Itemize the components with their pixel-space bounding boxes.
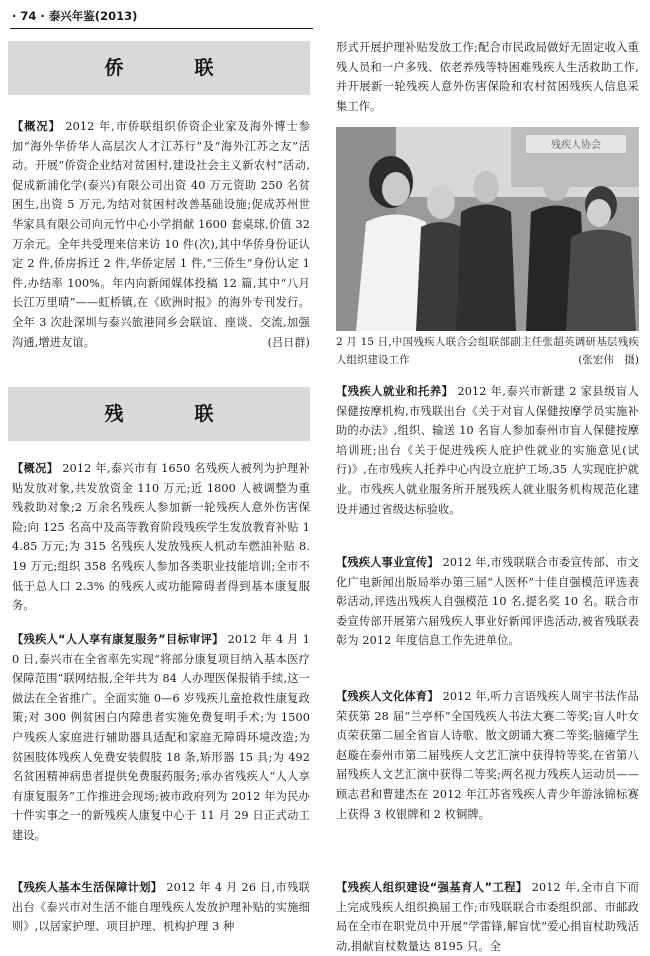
section-title-qiaolian: 侨 联: [8, 41, 310, 95]
photo-caption: [336, 333, 639, 369]
article-text: 2012 年 4 月 10 日,泰兴市在全省率先实现“将部分康复项目纳入基本医疗保障范围”联网结报,全年共为 84 人办理医保报销手续,这一做法在全省推广。全面实施 0—6 岁残疾儿童抢救性康复政策;对 300 例贫困白内障患者实施免费复明手术;为 1500 户残疾人家庭进行辅助器具适配和家庭无障碍环境改造;为贫困肢体残疾人免费安装假肢 18 条,矫形器 15 具;为 492 名贫困精神病患者提供免费服药服务;承办省残疾人“人人享有康复服务”工作推进会现场;被市政府列为 2012 年为民办十件实事之一的新残疾人康复中心于 11 月 29 日正式动工建设。: [12, 633, 310, 842]
article-text: 2012 年,泰兴市新建 2 家县级盲人保健按摩机构,市残联出台《关于对盲人保健按摩学员实施补助的办法》,组织、输送 10 名盲人参加泰州市盲人保健按摩培训班;出台《关于促进残疾人庇护性就业的实施意见(试行)》,在市残疾人托养中心内设立庇护工场,35 人实现庇护就业。市残疾人就业服务所开展残疾人就业服务机构规范化建设并通过省级达标验收。: [336, 385, 639, 516]
article-organization: [336, 878, 639, 956]
article-can-overview: [12, 459, 310, 616]
photo-illustration: [336, 127, 639, 331]
photo-credit: (张宏伟 摄): [578, 354, 639, 366]
article-label: 【残疾人“人人享有康复服务”目标审评】: [12, 633, 224, 646]
article-culture: [336, 687, 639, 824]
photo-sign-text: 残疾人协会: [551, 140, 601, 151]
article-qiao-overview: [12, 117, 310, 352]
article-text: 形式开展护理补贴发放工作;配合市民政局做好无固定收入重残人员和一户多残、依老养残等特困难残疾人生活救助工作,并开展新一轮残疾人意外伤害保险和农村贫困残疾人信息采集工作。: [336, 41, 639, 113]
article-employment: [336, 382, 639, 519]
article-label: 【残疾人文化体育】: [336, 690, 439, 703]
article-living-left: [12, 878, 310, 937]
article-text: 2012 年,泰兴市有 1650 名残疾人被列为护理补贴发放对象,共发放资金 110 万元;近 1800 人被调整为重残救助对象;2 万余名残疾人参加新一轮残疾人意外伤害保险;向 125 名高中及高等教育阶段残疾学生发放教育补贴 14.85 万元;为 315 名残疾人发放残疾人机动车燃油补贴 8.19 万元;组织 358 名残疾人参加各类职业技能培训;全市不低于总人口 2.3% 的残疾人或功能障碍者得到基本康复服务。: [12, 462, 310, 613]
article-living-right: [336, 38, 639, 116]
caption-text: 2 月 15 日,中国残疾人联合会组联部副主任张超英调研基层残疾人组织建设工作: [336, 336, 639, 366]
article-text: 2012 年,市残联联合市委宣传部、市文化广电新闻出版局举办第三届“人医杯”十佳自强模范评选表彰活动,评选出残疾人自强模范 10 名,提名奖 10 名。联合市委宣传部开展第六届残疾人事业好新闻评选活动,被省残联表彰为 2012 年度信息工作先进单位。: [336, 556, 639, 648]
article-text: 2012 年,听力言语残疾人周宇书法作品荣获第 28 届“兰亭杯”全国残疾人书法大赛二等奖;盲人叶女贞荣获第二届全省盲人诗歌、散文朗诵大赛二等奖;脑瘫学生赵璇在泰州市第二届残疾人文艺汇演中获得特等奖,在省第八届残疾人文艺汇演中获得二等奖;两名视力残疾人运动员——顾志君和曹建杰在 2012 年江苏省残疾人青少年游泳锦标赛上获得 3 枚银牌和 2 枚铜牌。: [336, 690, 639, 821]
article-rehab: [12, 630, 310, 846]
article-text: 2012 年,市侨联组织侨资企业家及海外博士参加“海外华侨华人高层次人才江苏行”及“海外江苏之友”活动。开展“侨资企业结对贫困村,建设社会主义新农村”活动,促成新浦化学(泰兴)有限公司出资 40 万元资助 250 名贫困生,出资 5 万元,为结对贫困村改善基础设施;促成苏州世华家具有限公司向元竹中心小学捐献 1600 套桌球,价值 32 万余元。全年共受理来信来访 10 件(次),其中华侨身份证认定 2 件,侨房拆迁 2 件,华侨定居 1 件,“三侨生”身份认定 1 件,办结率 100%。年内向新闻媒体投稿 12 篇,其中“八月长江万里晴”——虹桥镇,在《欧洲时报》的海外专刊发行。全年 3 次赴深圳与泰兴旅港同乡会联谊、座谈、交流,加强沟通,增进友谊。: [12, 120, 310, 349]
article-label: 【概况】: [12, 120, 61, 133]
article-text: 2012 年,全市自下而上完成残疾人组织换届工作;市残联联合市委组织部、市邮政局在全市在职党员中开展“学雷锋,解盲忧”爱心捐盲杖助残活动,捐献盲杖数量达 8195 只。全: [336, 881, 639, 953]
article-label: 【残疾人事业宣传】: [336, 556, 439, 569]
news-photo: [336, 127, 639, 331]
article-label: 【残疾人基本生活保障计划】: [12, 881, 163, 894]
article-text: 2012 年 4 月 26 日,市残联出台《泰兴市对生活不能自理残疾人发放护理补贴的实施细则》,以居家护理、项目护理、机构护理 3 种: [12, 881, 310, 934]
article-publicity: [336, 553, 639, 651]
section-title-canlian: 残 联: [8, 387, 310, 441]
page-number: 74: [20, 9, 37, 23]
running-header: · 74 · 泰兴年鉴(2013): [12, 9, 138, 23]
header-rule: [10, 28, 313, 29]
article-author: (吕日群): [267, 335, 310, 349]
article-label: 【概况】: [12, 462, 59, 475]
article-label: 【残疾人就业和托养】: [336, 385, 454, 398]
article-label: 【残疾人组织建设“强基育人”工程】: [336, 881, 528, 894]
book-title: 泰兴年鉴(2013): [48, 9, 138, 23]
